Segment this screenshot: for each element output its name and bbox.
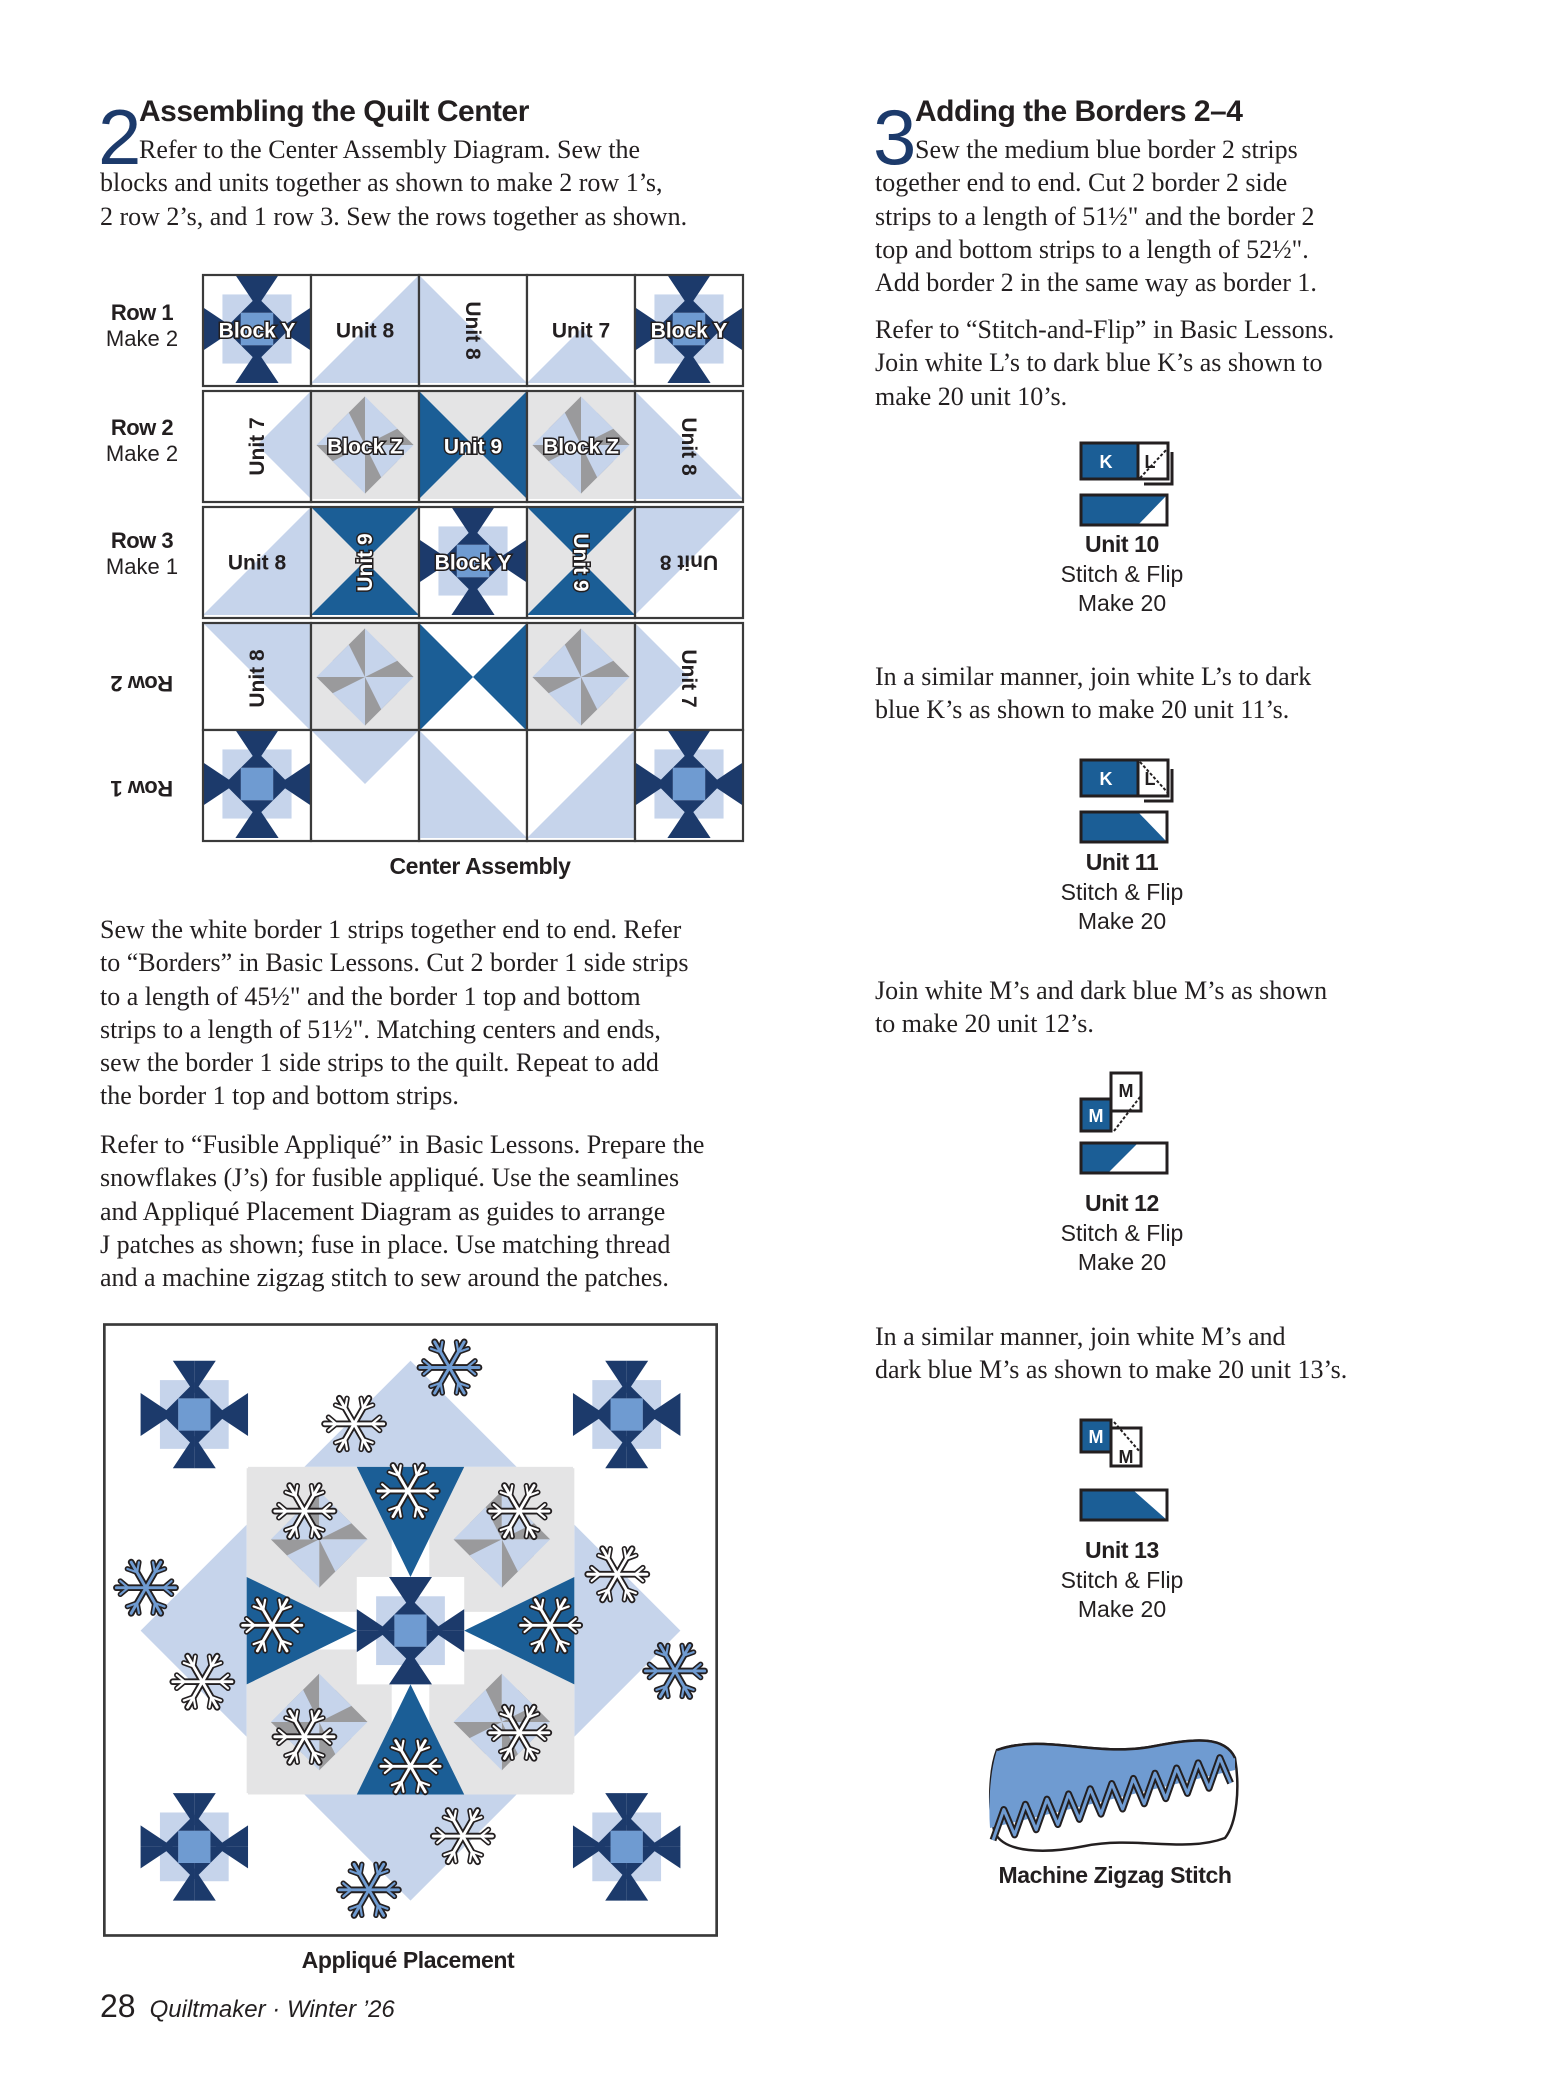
row-label-make: Make 2 xyxy=(105,441,179,466)
unit-10-label xyxy=(1012,530,1232,619)
row-label-title: Row 1 xyxy=(110,300,174,325)
unit-method: Stitch & Flip xyxy=(1060,560,1184,587)
center-assembly-graphic xyxy=(200,270,750,845)
applique-placement-diagram xyxy=(103,1323,718,1937)
page-number: 28 xyxy=(100,1988,136,2024)
step-2-number: 2 xyxy=(98,93,142,181)
assembly-cell xyxy=(527,623,635,731)
row-label xyxy=(97,775,187,801)
paragraph-line: Refer to “Fusible Appliqué” in Basic Lessons. Prepare the xyxy=(100,1130,705,1159)
step-3-title: Adding the Borders 2–4 xyxy=(915,95,1243,128)
paragraph-line: Join white M’s and dark blue M’s as shown xyxy=(875,976,1328,1005)
paragraph-line: Refer to “Stitch-and-Flip” in Basic Lessons. xyxy=(875,315,1335,344)
assembly-cell xyxy=(419,730,527,841)
zigzag-caption: Machine Zigzag Stitch xyxy=(998,1862,1232,1888)
cell-label: Unit 8 xyxy=(677,417,700,476)
paragraph-line: Refer to the Center Assembly Diagram. Sew the xyxy=(139,135,641,164)
paragraph-line: strips to a length of 51½". Matching centers and ends, xyxy=(100,1014,661,1044)
step-2-title: Assembling the Quilt Center xyxy=(139,95,529,128)
unit-13-paragraph xyxy=(875,1320,1347,1387)
paragraph-line: and Appliqué Placement Diagram as guides to arrange xyxy=(100,1196,666,1226)
unit-12-paragraph xyxy=(875,974,1327,1041)
assembly-cell xyxy=(635,730,743,841)
row-label xyxy=(97,300,187,352)
paragraph-line: Add border 2 in the same way as border 1. xyxy=(875,268,1317,298)
patch-letter: M xyxy=(1088,1427,1104,1447)
row-label xyxy=(97,415,187,467)
cell-label: Unit 8 xyxy=(246,649,269,708)
applique-paragraph xyxy=(100,1128,704,1294)
row-label-title: Row 3 xyxy=(110,528,174,553)
center-assembly-caption: Center Assembly xyxy=(389,853,571,879)
cell-label: Unit 7 xyxy=(677,649,700,708)
zigzag-stitch-illustration xyxy=(985,1728,1245,1863)
paragraph-line: to a length of 45½" and the border 1 top and bottom xyxy=(100,981,641,1011)
paragraph-line: J patches as shown; fuse in place. Use matching thread xyxy=(100,1229,671,1259)
cell-label: Block Y xyxy=(434,551,512,575)
paragraph-line: the border 1 top and bottom strips. xyxy=(100,1081,459,1111)
unit-13-label xyxy=(1012,1536,1232,1625)
cell-label: Block Z xyxy=(543,435,619,459)
assembly-cell xyxy=(419,623,527,731)
cell-label: Unit 9 xyxy=(354,533,377,592)
paragraph-line: Join white L’s to dark blue K’s as shown to xyxy=(875,348,1323,378)
row-label-title: Row 2 xyxy=(110,415,174,440)
paragraph-line: together end to end. Cut 2 border 2 side xyxy=(875,168,1288,198)
cell-label: Unit 8 xyxy=(227,551,287,575)
unit-name: Unit 11 xyxy=(1085,849,1159,875)
paragraph-line: blue K’s as shown to make 20 unit 11’s. xyxy=(875,695,1290,725)
page-footer xyxy=(100,1988,395,2025)
unit-method: Stitch & Flip xyxy=(1060,878,1184,905)
unit-method: Stitch & Flip xyxy=(1060,1566,1184,1593)
assembly-cell xyxy=(311,730,419,841)
cell-label: Block Y xyxy=(650,319,728,343)
assembly-cell xyxy=(203,730,311,841)
unit-method: Stitch & Flip xyxy=(1060,1219,1184,1246)
patch-letter: L xyxy=(1144,452,1156,472)
border-1-paragraph xyxy=(100,913,689,1113)
row-label-make: Make 1 xyxy=(105,554,179,579)
paragraph-line: 2 row 2’s, and 1 row 3. Sew the rows together as shown. xyxy=(100,201,688,231)
unit-make: Make 20 xyxy=(1077,1249,1167,1275)
paragraph-line: snowflakes (J’s) for fusible appliqué. Use the seamlines xyxy=(100,1163,680,1193)
row-label-make: Make 2 xyxy=(105,326,179,351)
patch-letter: M xyxy=(1118,1447,1134,1467)
unit-11-paragraph xyxy=(875,660,1311,727)
cell-label: Block Y xyxy=(218,319,296,343)
row-label-title: Row 2 xyxy=(110,671,174,696)
cell-label: Unit 9 xyxy=(443,435,503,459)
paragraph-line: sew the border 1 side strips to the quilt. Repeat to add xyxy=(100,1048,659,1078)
step-3-number: 3 xyxy=(873,93,917,181)
unit-10-paragraph xyxy=(875,313,1334,413)
unit-name: Unit 10 xyxy=(1085,531,1159,557)
cell-label: Unit 7 xyxy=(551,319,611,343)
unit-13-diagram xyxy=(1078,1418,1178,1528)
paragraph-line: top and bottom strips to a length of 52½". xyxy=(875,234,1309,264)
paragraph-line: dark blue M’s as shown to make 20 unit 13’s. xyxy=(875,1355,1348,1385)
paragraph-line: Sew the white border 1 strips together end to end. Refer xyxy=(100,915,682,944)
step-2-intro xyxy=(100,133,687,233)
publication-name: Quiltmaker · Winter ’26 xyxy=(149,1996,395,2023)
cell-label: Unit 9 xyxy=(569,533,592,592)
row-label xyxy=(97,528,187,580)
paragraph-line: In a similar manner, join white L’s to dark xyxy=(875,662,1312,691)
cell-label: Unit 7 xyxy=(246,417,269,476)
unit-make: Make 20 xyxy=(1077,1596,1167,1622)
paragraph-line: to “Borders” in Basic Lessons. Cut 2 border 1 side strips xyxy=(100,948,689,978)
unit-name: Unit 12 xyxy=(1085,1190,1159,1216)
unit-make: Make 20 xyxy=(1077,908,1167,934)
row-label-title: Row 1 xyxy=(110,776,174,801)
unit-11-label xyxy=(1012,848,1232,937)
unit-make: Make 20 xyxy=(1077,590,1167,616)
cell-label: Unit 8 xyxy=(659,550,719,574)
patch-letter: M xyxy=(1118,1081,1134,1101)
assembly-cell xyxy=(311,623,419,731)
unit-12-label xyxy=(1012,1189,1232,1278)
cell-label: Unit 8 xyxy=(461,301,484,360)
step-3-intro xyxy=(875,133,1317,299)
unit-name: Unit 13 xyxy=(1085,1537,1159,1563)
paragraph-line: strips to a length of 51½" and the border 2 xyxy=(875,201,1315,231)
paragraph-line: to make 20 unit 12’s. xyxy=(875,1009,1094,1039)
patch-letter: M xyxy=(1088,1106,1104,1126)
cell-label: Block Z xyxy=(327,435,403,459)
paragraph-line: In a similar manner, join white M’s and xyxy=(875,1322,1286,1351)
row-label xyxy=(97,670,187,696)
paragraph-line: and a machine zigzag stitch to sew around the patches. xyxy=(100,1263,669,1293)
assembly-cell xyxy=(527,730,635,841)
paragraph-line: Sew the medium blue border 2 strips xyxy=(915,135,1298,164)
paragraph-line: blocks and units together as shown to make 2 row 1’s, xyxy=(100,168,663,198)
patch-letter: L xyxy=(1144,769,1156,789)
unit-12-diagram xyxy=(1078,1071,1178,1181)
paragraph-line: make 20 unit 10’s. xyxy=(875,381,1068,411)
patch-letter: K xyxy=(1099,452,1113,472)
cell-label: Unit 8 xyxy=(335,319,395,343)
applique-placement-caption: Appliqué Placement xyxy=(301,1947,515,1973)
patch-letter: K xyxy=(1099,769,1113,789)
